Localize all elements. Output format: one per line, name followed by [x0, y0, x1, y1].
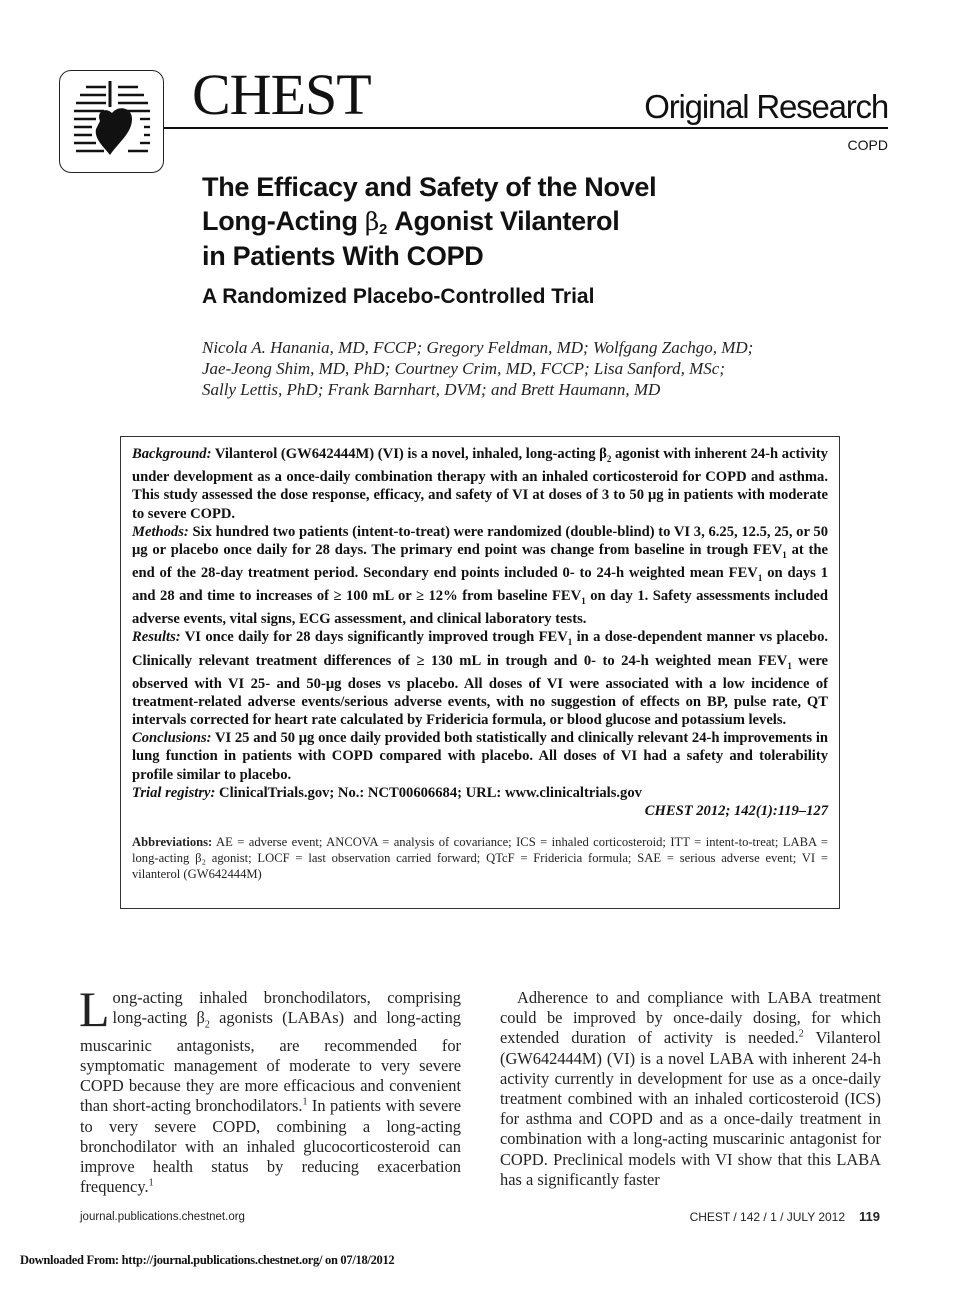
body-column-left	[79, 981, 461, 1197]
author-line: Nicola A. Hanania, MD, FCCP; Gregory Feldman, MD; Wolfgang Zachgo, MD;	[202, 338, 754, 357]
abstract-results: Results: VI once daily for 28 days significantly improved trough $FEV_1$ in a dose-dependent manner vs placebo. Clinically relevant treatment differences of ≥ 130 mL in trough and 0- to 24-h weighted mean $FEV_1$ were observed with VI 25- and 50-μg doses vs placebo. All doses of VI were associated with a low incidence of treatment-related adverse events/serious adverse events, with no suggestion of effects on BP, pulse rate, QT intervals corrected for heart rate calculated by Fridericia formula, or blood glucose and potassium levels.	[132, 629, 829, 729]
journal-website[interactable]: journal.publications.chestnet.org	[80, 1211, 245, 1223]
abbreviations: Abbreviations: AE = adverse event; ANCOVA = analysis of covariance; ICS = inhaled corticosteroid; ITT = intent-to-treat; LABA = long-acting β₂ agonist; LOCF = last observation carried forward; QTcF = Fridericia formula; SAE = serious adverse event; VI = vilanterol (GW642444M)	[132, 835, 828, 882]
title-line: The Efficacy and Safety of the Novel	[202, 172, 657, 202]
body-column-right	[500, 988, 881, 1190]
article-title	[202, 170, 822, 273]
download-notice: Downloaded From: http://journal.publications.chestnet.org/ on 07/18/2012	[20, 1253, 395, 1267]
section-label: Original Research	[644, 88, 888, 125]
abstract-background: Background: Vilanterol (GW642444M) (VI) is a novel, inhaled, long-acting $\beta_2$ agonist with inherent 24-h activity under development as a once-daily combination therapy with an inhaled corticosteroid for COPD and asthma. This study assessed the dose response, efficacy, and safety of VI at doses of 3 to 50 μg in patients with moderate to severe COPD.	[132, 446, 828, 522]
author-list	[202, 337, 822, 400]
journal-brand: CHEST	[192, 62, 371, 127]
issue-info: CHEST / 142 / 1 / JULY 2012 119	[689, 1209, 880, 1224]
reference-marker: 1	[148, 1177, 154, 1189]
intro-paragraph: Long-acting inhaled bronchodilators, comprising long-acting $\beta_2$ agonists (LABAs) and long-acting muscarinic antagonists, are recommended for symptomatic management of moderate to very severe COPD because they are more efficacious and convenient than short-acting bronchodilators.$^1$ In patients with severe to very severe COPD, combining a long-acting bronchodilator with an inhaled glucocorticosteroid can improve health status by reducing exacerbation frequency.$^1$	[79, 981, 461, 1197]
header-rule	[164, 127, 888, 129]
citation: CHEST 2012; 142(1):119–127	[644, 803, 828, 820]
journal-logo	[59, 70, 164, 173]
author-line: Sally Lettis, PhD; Frank Barnhart, DVM; and Brett Haumann, MD	[202, 380, 661, 399]
abstract-conclusions: Conclusions: VI 25 and 50 μg once daily provided both statistically and clinically relevant 24-h improvements in lung function in patients with COPD compared with placebo. All doses of VI had a safety and tolerability profile similar to placebo.	[132, 730, 828, 783]
reference-marker: 1	[302, 1096, 308, 1108]
page-number: 119	[859, 1209, 880, 1224]
lungs-heart-logo-icon	[66, 77, 158, 167]
title-line: in Patients With COPD	[202, 241, 484, 271]
topic-label: COPD	[847, 137, 888, 153]
article-subtitle: A Randomized Placebo-Controlled Trial	[202, 285, 595, 308]
title-line: Long-Acting $\beta_2$ Agonist Vilanterol	[202, 206, 620, 238]
abstract-methods: Methods: Six hundred two patients (intent-to-treat) were randomized (double-blind) to VI 3, 6.25, 12.5, 25, or 50 μg or placebo once daily for 28 days. The primary end point was change from baseline in trough $FEV_1$ at the end of the 28-day treatment period. Secondary end points included 0- to 24-h weighted mean $FEV_1$ on days 1 and 28 and time to increases of ≥ 100 mL or ≥ 12% from baseline $FEV_1$ on day 1. Safety assessments included adverse events, vital signs, ECG assessment, and clinical laboratory tests.	[132, 523, 828, 628]
author-line: Jae-Jeong Shim, MD, PhD; Courtney Crim, MD, FCCP; Lisa Sanford, MSc;	[202, 359, 725, 378]
drop-cap: L	[79, 981, 110, 1037]
reference-marker: 2	[798, 1028, 804, 1040]
abstract-registry: Trial registry: ClinicalTrials.gov; No.: NCT00606684; URL: www.clinicaltrials.gov	[132, 784, 642, 801]
abstract-box	[120, 436, 840, 909]
abstract-body	[132, 445, 828, 802]
body-paragraph: Adherence to and compliance with LABA treatment could be improved by once-daily dosing, for which extended duration of activity is needed.$^2$ Vilanterol (GW642444M) (VI) is a novel LABA with inherent 24-h activity currently in development for use as a once-daily treatment combined with an inhaled corticosteroid (ICS) for asthma and COPD and as a once-daily treatment in combination with a long-acting muscarinic antagonist for COPD. Preclinical models with VI show that this LABA has a significantly faster	[500, 988, 881, 1189]
